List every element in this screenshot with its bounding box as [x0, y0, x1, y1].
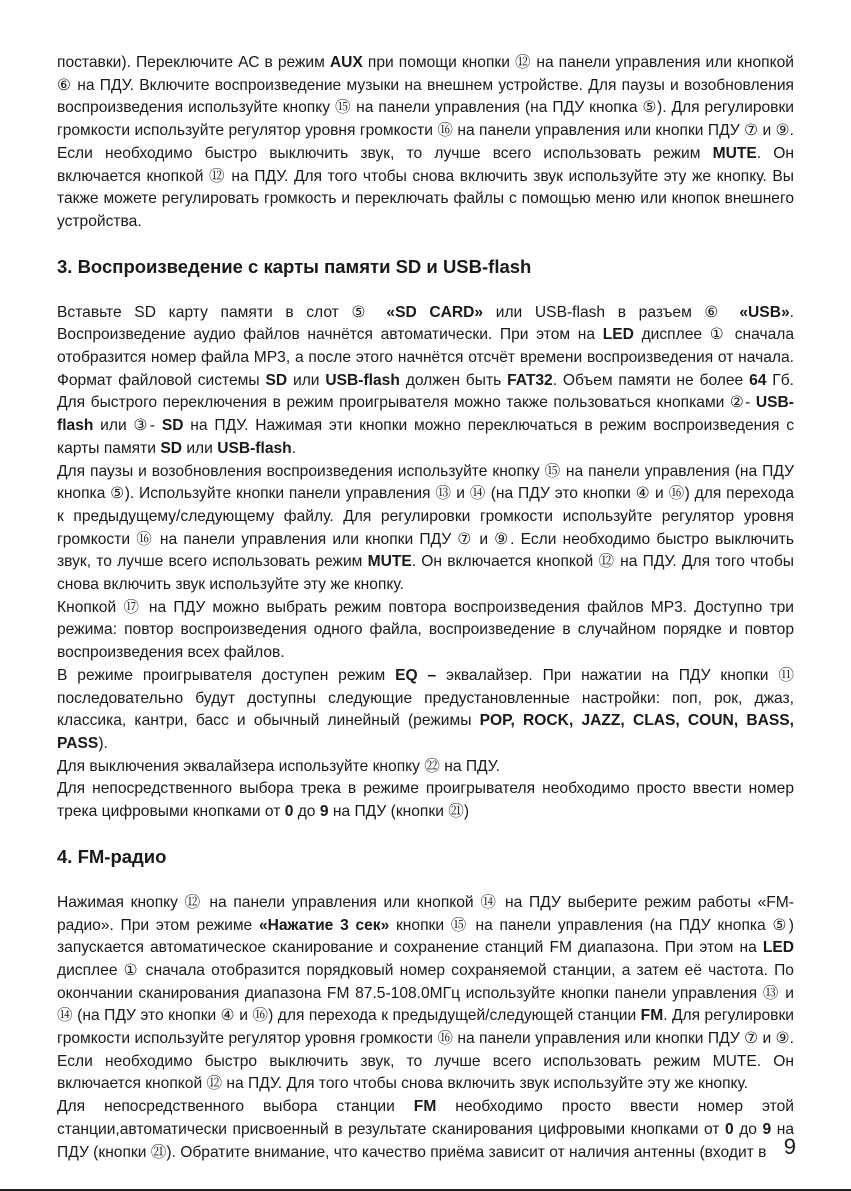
section-heading-sd-usb: 3. Воспроизведение с карты памяти SD и USB-flash — [57, 255, 532, 277]
bold-term: LED — [762, 939, 794, 957]
paragraph-equalizer: В режиме проигрывателя доступен режим EQ – эквалайзер. При нажатии на ПДУ кнопки ⑪ последовательно будут доступны следующие предустановленные настройки: поп, рок, джаз, классика, кантри, басс и обычный линейный (режимы POP, ROCK, JAZZ, CLAS, COUN, BASS, PASS). — [57, 666, 794, 752]
bold-term: MUTE — [367, 553, 412, 571]
paragraph-equalizer-off: Для выключения эквалайзера используйте кнопку ㉒ на ПДУ. — [57, 757, 500, 775]
bold-term: 9 — [319, 803, 329, 821]
bold-term: «SD CARD» — [386, 303, 484, 321]
bold-term: FM — [640, 1007, 664, 1025]
bold-term: «USB» — [739, 303, 790, 321]
bold-term: FM — [413, 1098, 437, 1116]
bold-term: 64 — [749, 371, 767, 389]
bold-term: LED — [602, 326, 634, 344]
section-heading-fm-radio: 4. FM-радио — [57, 845, 167, 867]
bold-term: «Нажатие 3 сек» — [258, 916, 390, 934]
bold-term: MUTE — [712, 144, 757, 162]
bold-term: 0 — [724, 1120, 734, 1138]
bold-term: USB-flash — [57, 394, 794, 435]
paragraph-fm-station-select: Для непосредственного выбора станции FM необходимо просто ввести номер этой станции,автоматически присвоенный в результате сканирования цифровыми кнопками от 0 до 9 на ПДУ (кнопки ㉑). Обратите внимание, что качество приёма зависит от наличия антенны (входит в — [57, 1098, 794, 1161]
page-number: 9 — [783, 1134, 796, 1159]
bold-term: USB-flash — [217, 439, 292, 457]
bold-term: 0 — [284, 803, 294, 821]
bold-term: SD — [161, 417, 184, 435]
bold-term: SD — [265, 371, 288, 389]
paragraph-sd-usb-pause: Для паузы и возобновления воспроизведения используйте кнопку ⑮ на панели управления (на ПДУ кнопка ⑤). Используйте кнопки панели управления ⑬ и ⑭ (на ПДУ это кнопки ④ и ⑯) для перехода к предыдущему/следующему файлу. Для регулировки громкости используйте регулятор уровня громкости ⑯ на панели управления или кнопки ПДУ ⑦ и ⑨. Если необходимо быстро выключить звук, то лучше всего использовать режим MUTE. Он включается кнопкой ⑫ на ПДУ. Для того чтобы снова включить звук используйте эту же кнопку. — [57, 462, 794, 594]
document-page — [57, 52, 794, 1164]
paragraph-aux-mode: поставки). Переключите АС в режим AUX при помощи кнопки ⑫ на панели управления или кнопкой ⑥ на ПДУ. Включите воспроизведение музыки на внешнем устройстве. Для паузы и возобновления воспроизведения используйте кнопку ⑮ на панели управления (на ПДУ кнопка ⑤). Для регулировки громкости используйте регулятор уровня громкости ⑯ на панели управления или кнопки ПДУ ⑦ и ⑨. Если необходимо быстро выключить звук, то лучше всего использовать режим MUTE. Он включается кнопкой ⑫ на ПДУ. Для того чтобы снова включить звук используйте эту же кнопку. Вы также можете регулировать громкость и переключать файлы с помощью меню или кнопок внешнего устройства. — [57, 54, 795, 230]
bold-term: USB-flash — [325, 371, 400, 389]
bold-term: AUX — [329, 54, 363, 71]
bold-term: FAT32 — [507, 371, 553, 389]
bold-term: SD — [160, 439, 182, 457]
bold-term: EQ – — [395, 666, 437, 684]
paragraph-repeat-mode: Кнопкой ⑰ на ПДУ можно выбрать режим повтора воспроизведения файлов MP3. Доступно три режима: повтор воспроизведения одного файла, воспроизведение в случайном порядке и повтор воспроизведения всех файлов. — [57, 598, 794, 662]
paragraph-sd-usb-insert: Вставьте SD карту памяти в слот ⑤ «SD CARD» или USB-flash в разъем ⑥ «USB». Воспроизведение аудио файлов начнётся автоматически. При этом на LED дисплее ① сначала отобразится номер файла MP3, а после этого начнётся отсчёт времени воспроизведения от начала. Формат файловой системы SD или USB-flash должен быть FAT32. Объем памяти не более 64 Гб. Для быстрого переключения в режим проигрывателя можно также пользоваться кнопками ②- USB-flash или ③- SD на ПДУ. Нажимая эти кнопки можно переключаться в режим воспроизведения с карты памяти SD или USB-flash. — [57, 303, 795, 457]
bold-term: POP, ROCK, JAZZ, CLAS, COUN, BASS, PASS — [57, 712, 794, 752]
bold-term: 9 — [762, 1120, 772, 1138]
paragraph-fm-scan: Нажимая кнопку ⑫ на панели управления или кнопкой ⑭ на ПДУ выберите режим работы «FM-радио». При этом режиме «Нажатие 3 сек» кнопки ⑮ на панели управления (на ПДУ кнопка ⑤) запускается автоматическое сканирование и сохранение станций FM диапазона. При этом на LED дисплее ① сначала отобразится порядковый номер сохраняемой станции, а затем её частота. По окончании сканирования диапазона FM 87.5-108.0МГц используйте кнопки панели управления ⑬ и ⑭ (на ПДУ это кнопки ④ и ⑯) для перехода к предыдущей/следующей станции FM. Для регулировки громкости используйте регулятор уровня громкости ⑯ на панели управления или кнопки ПДУ ⑦ и ⑨. Если необходимо быстро выключить звук, то лучше всего использовать режим MUTE. Он включается кнопкой ⑫ на ПДУ. Для того чтобы снова включить звук используйте эту же кнопку. — [57, 893, 795, 1093]
paragraph-track-select: Для непосредственного выбора трека в режиме проигрывателя необходимо просто ввести номер трека цифровыми кнопками от 0 до 9 на ПДУ (кнопки ㉑) — [57, 780, 794, 821]
